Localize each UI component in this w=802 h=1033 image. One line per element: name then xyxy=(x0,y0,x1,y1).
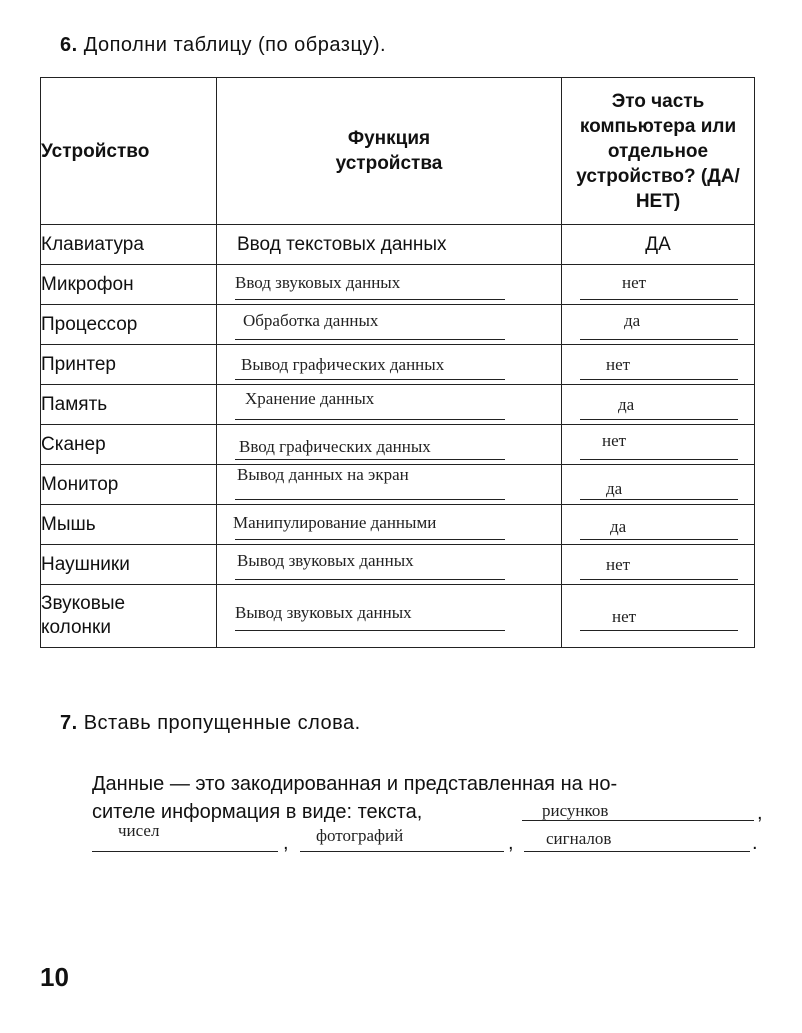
device-name: Процессор xyxy=(41,305,217,345)
function-field[interactable] xyxy=(217,545,562,585)
table-row xyxy=(41,465,755,505)
handwritten-function: Вывод графических данных xyxy=(241,355,445,374)
handwritten-answer: да xyxy=(610,517,627,536)
answer-line xyxy=(235,418,505,420)
function-field[interactable] xyxy=(217,345,562,385)
handwritten-answer: нет xyxy=(602,431,627,450)
answer-field[interactable] xyxy=(562,545,755,585)
handwritten-function: Манипулирование данными xyxy=(233,513,437,532)
table-row xyxy=(41,505,755,545)
device-name: Микрофон xyxy=(41,265,217,305)
handwritten-answer: чисел xyxy=(118,821,160,840)
handwritten-answer: фотографий xyxy=(316,826,404,845)
task7-title: Вставь пропущенные слова. xyxy=(83,712,361,734)
function-field[interactable] xyxy=(217,385,562,425)
table-row xyxy=(41,225,755,265)
answer-field[interactable] xyxy=(562,465,755,505)
handwritten-answer: нет xyxy=(606,355,631,374)
function-field[interactable] xyxy=(217,465,562,505)
answer-line xyxy=(235,578,505,580)
task6-heading xyxy=(60,34,386,57)
handwritten-function: Вывод данных на экран xyxy=(237,465,409,484)
function-field[interactable] xyxy=(217,425,562,465)
function-field[interactable] xyxy=(217,305,562,345)
answer-line xyxy=(235,378,505,380)
page-number: 10 xyxy=(40,962,69,992)
device-name: Звуковые колонки xyxy=(41,585,217,648)
period: . xyxy=(752,832,758,854)
answer-line xyxy=(235,498,505,500)
device-name: Память xyxy=(41,385,217,425)
table-row xyxy=(41,425,755,465)
function-field[interactable] xyxy=(217,505,562,545)
header-part: Это часть компьютера или отдельное устройство? (ДА/НЕТ) xyxy=(562,78,755,225)
handwritten-answer: нет xyxy=(606,555,631,574)
device-function: Ввод текстовых данных xyxy=(217,225,562,265)
table-row xyxy=(41,265,755,305)
handwritten-answer: рисунков xyxy=(542,801,609,820)
answer-line xyxy=(580,418,738,420)
device-name: Монитор xyxy=(41,465,217,505)
answer-line xyxy=(235,338,505,340)
comma: , xyxy=(283,832,289,854)
handwritten-answer: да xyxy=(606,479,623,498)
answer-field[interactable] xyxy=(562,585,755,648)
answer-line xyxy=(580,538,738,540)
task6-number: 6. xyxy=(60,34,78,56)
handwritten-answer: да xyxy=(618,395,635,414)
answer-line xyxy=(580,338,738,340)
fill-blank-2[interactable] xyxy=(92,850,278,852)
table-header-row xyxy=(41,78,755,225)
handwritten-answer: да xyxy=(624,311,641,330)
task6-title: Дополни таблицу (по образцу). xyxy=(83,34,387,56)
handwritten-answer: нет xyxy=(612,607,637,626)
answer-field[interactable] xyxy=(562,345,755,385)
task7-heading xyxy=(60,712,361,735)
device-name: Сканер xyxy=(41,425,217,465)
handwritten-function: Ввод графических данных xyxy=(239,437,431,456)
answer-line xyxy=(580,458,738,460)
handwritten-function: Хранение данных xyxy=(245,389,375,408)
answer-line xyxy=(580,629,738,631)
answer-line xyxy=(580,498,738,500)
function-field[interactable] xyxy=(217,585,562,648)
handwritten-answer: сигналов xyxy=(546,829,612,848)
answer-line xyxy=(580,378,738,380)
device-name: Наушники xyxy=(41,545,217,585)
table-row xyxy=(41,585,755,648)
header-function: Функция устройства xyxy=(217,78,562,225)
device-name: Принтер xyxy=(41,345,217,385)
answer-line xyxy=(235,538,505,540)
task7-number: 7. xyxy=(60,712,78,734)
handwritten-function: Вывод звуковых данных xyxy=(235,603,412,622)
answer-line xyxy=(580,578,738,580)
comma: , xyxy=(757,802,763,824)
fill-blank-3[interactable] xyxy=(300,850,504,852)
answer-field[interactable] xyxy=(562,425,755,465)
device-name: Мышь xyxy=(41,505,217,545)
answer-field[interactable] xyxy=(562,305,755,345)
function-field[interactable] xyxy=(217,265,562,305)
answer-line xyxy=(235,458,505,460)
answer-line xyxy=(235,629,505,631)
answer-field[interactable] xyxy=(562,385,755,425)
table-row xyxy=(41,385,755,425)
handwritten-function: Ввод звуковых данных xyxy=(235,273,401,292)
device-name: Клавиатура xyxy=(41,225,217,265)
table-row xyxy=(41,545,755,585)
handwritten-answer: нет xyxy=(622,273,647,292)
task7-line1: Данные — это закодированная и представленная на но- xyxy=(92,773,618,795)
table-row xyxy=(41,305,755,345)
comma: , xyxy=(508,832,514,854)
table-row xyxy=(41,345,755,385)
device-answer: ДА xyxy=(562,225,755,265)
fill-blank-4[interactable] xyxy=(524,850,750,852)
devices-table xyxy=(40,77,755,648)
answer-field[interactable] xyxy=(562,265,755,305)
answer-line xyxy=(580,298,738,300)
handwritten-function: Вывод звуковых данных xyxy=(237,551,414,570)
header-device: Устройство xyxy=(41,78,217,225)
task7-line2: сителе информация в виде: текста, xyxy=(92,801,423,823)
answer-field[interactable] xyxy=(562,505,755,545)
answer-line xyxy=(235,298,505,300)
handwritten-function: Обработка данных xyxy=(243,311,379,330)
